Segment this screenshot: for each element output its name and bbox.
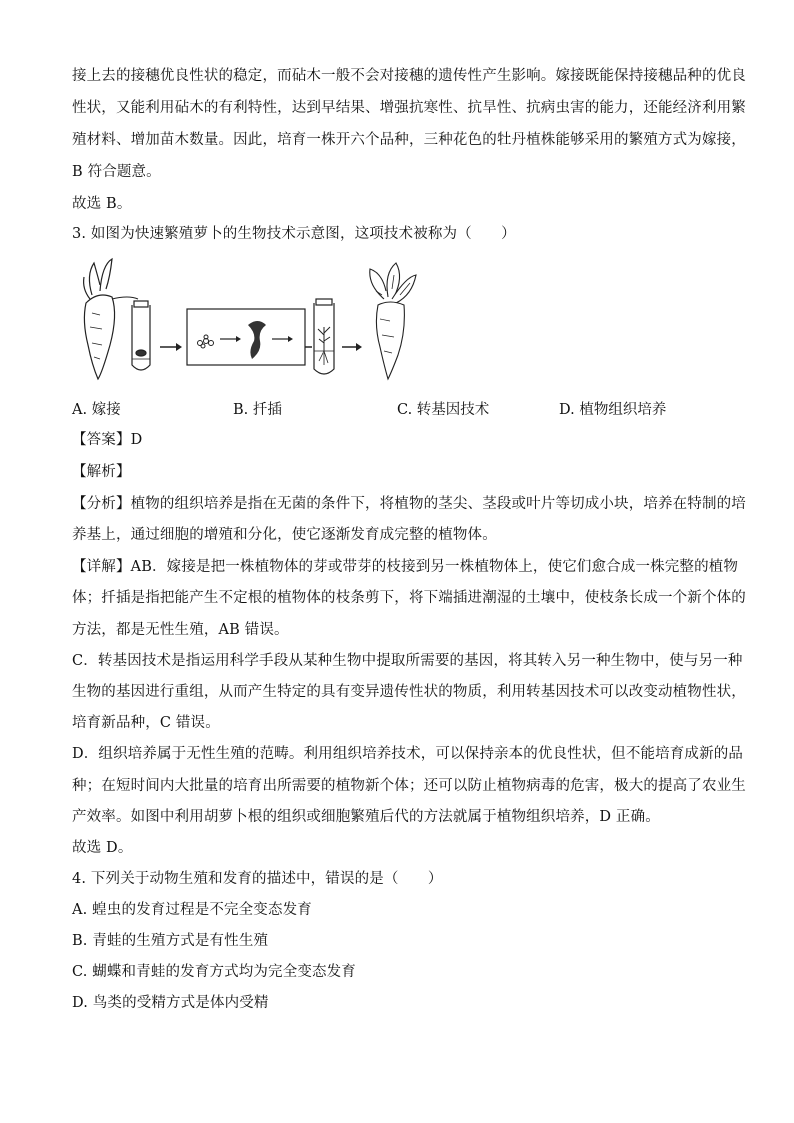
text-line: 养基上，通过细胞的增殖和分化，使它逐渐发育成完整的植物体。 — [72, 527, 497, 543]
text-line: 方法，都是无性生殖，AB 错误。 — [72, 622, 289, 638]
text-line: 生物的基因进行重组，从而产生特定的具有变异遗传性状的物质，利用转基因技术可以改变动植物性状， — [72, 684, 746, 700]
option-b: B. 青蛙的生殖方式是有性生殖 — [72, 933, 269, 949]
option-a: A. 蝗虫的发育过程是不完全变态发育 — [72, 902, 312, 918]
option-c: C. 蝴蝶和青蛙的发育方式均为完全变态发育 — [72, 964, 356, 980]
text-line: 性状，又能利用砧木的有利特性，达到早结果、增强抗寒性、抗旱性、抗病虫害的能力，还能经济利用繁 — [72, 100, 746, 116]
radish-offspring-icon — [370, 263, 416, 379]
text-line: D．组织培养属于无性生殖的范畴。利用组织培养技术，可以保持亲本的优良性状，但不能培育成新的品 — [72, 746, 744, 762]
text-line: 殖材料、增加苗木数量。因此，培育一株开六个品种，三种花色的牡丹植株能够采用的繁殖方式为嫁接， — [72, 132, 746, 148]
text-line: 培育新品种，C 错误。 — [72, 715, 220, 731]
tissue-culture-figure — [72, 255, 492, 385]
text-line: 接上去的接穗优良性状的稳定，而砧木一般不会对接穗的遗传性产生影响。嫁接既能保持接穗品种的优良 — [72, 68, 746, 84]
answer-label: 【答案】D — [72, 432, 143, 448]
text-line: 产效率。如图中利用胡萝卜根的组织或细胞繁殖后代的方法就属于植物组织培养，D 正确。 — [72, 809, 660, 825]
test-tube-explant-icon — [132, 301, 150, 370]
option-b: B. 扦插 — [233, 402, 282, 418]
text-line: 【分析】植物的组织培养是指在无菌的条件下，将植物的茎尖、茎段或叶片等切成小块，培养在特制的培 — [72, 496, 746, 512]
arrow-icon — [160, 343, 182, 351]
question-4-stem: 4. 下列关于动物生殖和发育的描述中，错误的是（ ） — [72, 871, 443, 887]
conclusion-text: 故选 D。 — [72, 840, 133, 856]
text-line: B 符合题意。 — [72, 164, 161, 180]
conclusion-text: 故选 B。 — [72, 196, 132, 212]
arrow-icon — [342, 343, 362, 351]
option-d: D. 植物组织培养 — [559, 402, 667, 418]
option-a: A. 嫁接 — [72, 402, 121, 418]
text-line: 【详解】AB．嫁接是把一株植物体的芽或带芽的枝接到另一株植物体上，使它们愈合成一株完整的植物 — [72, 559, 739, 575]
test-tube-plantlet-icon — [314, 299, 334, 374]
text-line: 体；扦插是指把能产生不定根的植物体的枝条剪下，将下端插进潮湿的土壤中，使枝条长成一个新个体的 — [72, 590, 746, 606]
radish-parent-icon — [84, 259, 138, 379]
culture-box — [187, 309, 305, 365]
text-line: C．转基因技术是指运用科学手段从某种生物中提取所需要的基因，将其转入另一种生物中，使与另一种 — [72, 653, 743, 669]
analysis-heading: 【解析】 — [72, 464, 131, 480]
text-line: 种；在短时间内大批量的培育出所需要的植物新个体；还可以防止植物病毒的危害，极大的提高了农业生 — [72, 778, 746, 794]
option-d: D. 鸟类的受精方式是体内受精 — [72, 995, 269, 1011]
question-3-stem: 3. 如图为快速繁殖萝卜的生物技术示意图，这项技术被称为（ ） — [72, 226, 516, 242]
option-c: C. 转基因技术 — [397, 402, 490, 418]
